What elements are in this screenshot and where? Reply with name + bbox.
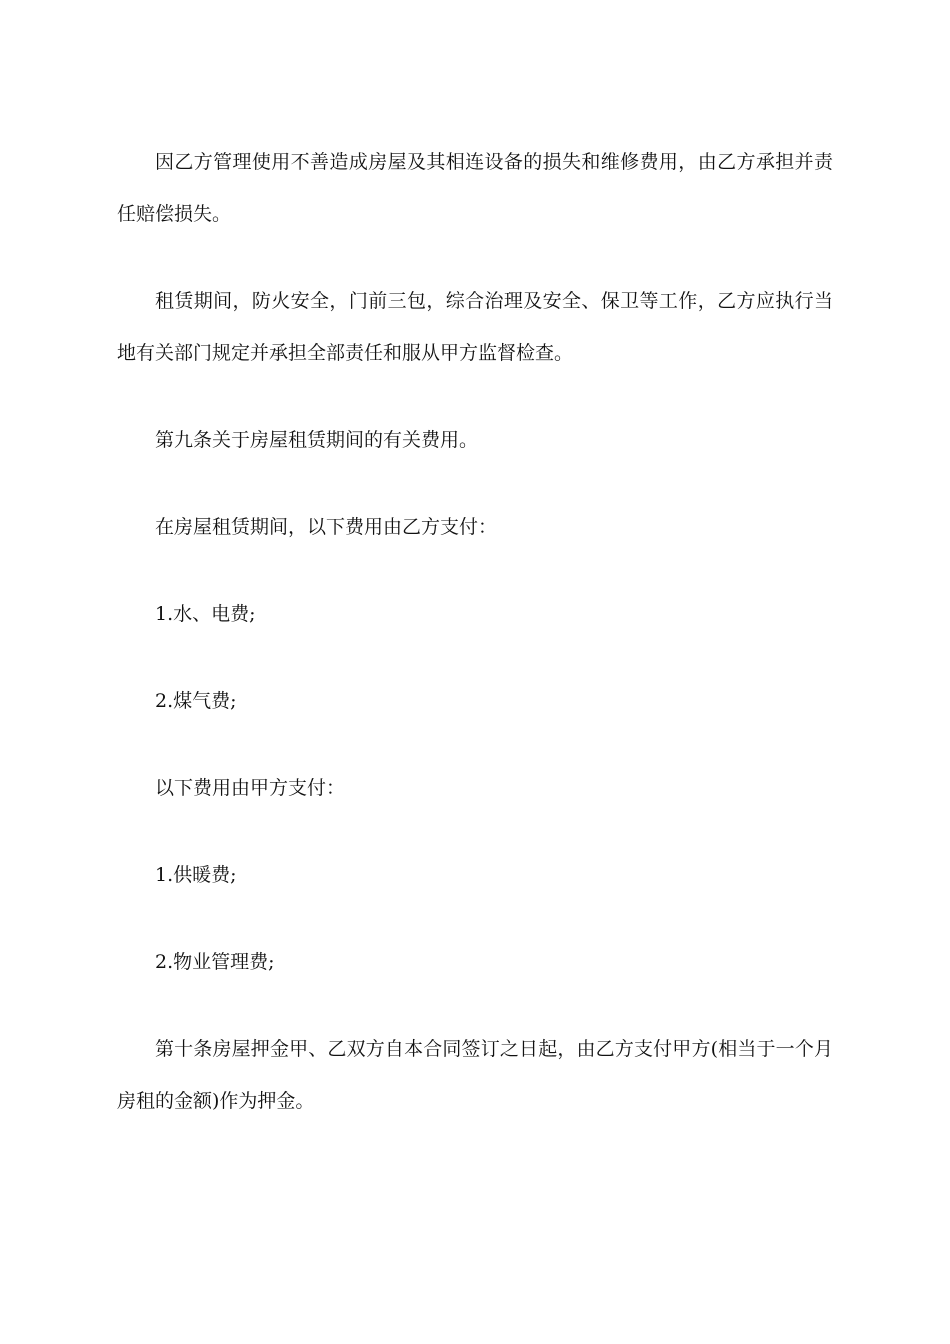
paragraph-article-10-deposit: 第十条房屋押金甲、乙双方自本合同签订之日起，由乙方支付甲方(相当于一个月房租的金额)作为押金。 xyxy=(117,1038,833,1112)
list-item-water-electricity: 1.水、电费; xyxy=(155,603,256,625)
paragraph-landlord-pays-intro: 以下费用由甲方支付： xyxy=(155,777,346,799)
list-item-property-management: 2.物业管理费; xyxy=(155,951,275,973)
document-body xyxy=(117,136,833,1162)
list-item-heating: 1.供暖费; xyxy=(155,864,237,886)
paragraph-damage-liability: 因乙方管理使用不善造成房屋及其相连设备的损失和维修费用，由乙方承担并责任赔偿损失。 xyxy=(117,151,833,225)
paragraph-tenant-pays-intro: 在房屋租赁期间，以下费用由乙方支付： xyxy=(155,516,498,538)
paragraph-article-9-heading: 第九条关于房屋租赁期间的有关费用。 xyxy=(155,429,479,451)
paragraph-safety-duties: 租赁期间，防火安全，门前三包，综合治理及安全、保卫等工作，乙方应执行当地有关部门规定并承担全部责任和服从甲方监督检查。 xyxy=(117,290,833,364)
list-item-gas: 2.煤气费; xyxy=(155,690,237,712)
